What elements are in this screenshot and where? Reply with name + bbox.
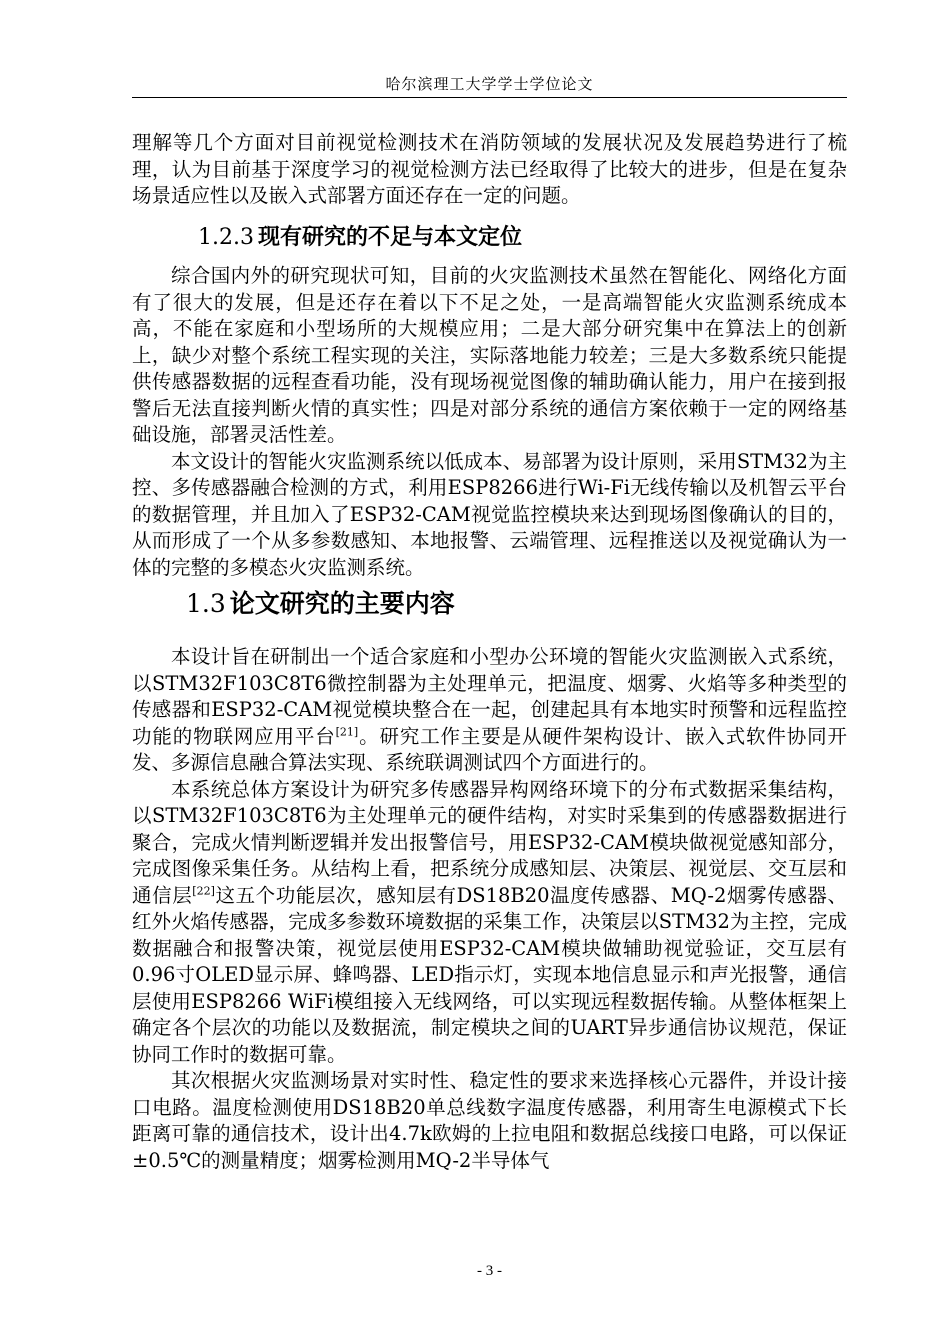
paragraph: 理解等几个方面对目前视觉检测技术在消防领域的发展状况及发展趋势进行了梳理，认为目前基于深度学习的视觉检测方法已经取得了比较大的进步，但是在复杂场景适应性以及嵌入式部署方面还存在一定的问题。 [132,131,847,207]
section-1-3-body [132,644,847,1174]
paragraph-text: 这五个功能层次，感知层有DS18B20温度传感器、MQ-2烟雾传感器、红外火焰传感器，完成多参数环境数据的采集工作，决策层以STM32为主控，完成数据融合和报警决策，视觉层使用ESP32-CAM模块做辅助视觉验证，交互层有0.96寸OLED显示屏、蜂鸣器、LED指示灯，实现本地信息显示和声光报警，通信层使用ESP8266 WiFi模组接入无线网络，可以实现远程数据传输。从整体框架上确定各个层次的功能以及数据流，制定模块之间的UART异步通信协议规范，保证协同工作时的数据可靠。 [132,883,847,1066]
intro-continuation-block [132,130,847,210]
section-heading-1-2-3 [198,220,522,251]
paragraph-text: 。研究工作主要是从硬件架构设计、嵌入式软件协同开发、多源信息融合算法实现、系统联调测试四个方面进行的。 [132,724,847,774]
paragraph-text: 本设计旨在研制出一个适合家庭和小型办公环境的智能火灾监测嵌入式系统，以STM32F103C8T6微控制器为主处理单元，把温度、烟雾、火焰等多种类型的传感器和ESP32-CAM视觉模块整合在一起，创建起具有本地实时预警和远程监控功能的物联网应用平台 [132,645,847,748]
paragraph [132,777,847,1069]
running-header: 哈尔滨理工大学学士学位论文 [385,75,594,93]
paragraph: 其次根据火灾监测场景对实时性、稳定性的要求来选择核心元器件，并设计接口电路。温度检测使用DS18B20单总线数字温度传感器，利用寄生电源模式下长距离可靠的通信技术，设计出4.7k欧姆的上拉电阻和数据总线接口电路，可以保证±0.5℃的测量精度；烟雾检测用MQ-2半导体气 [132,1069,847,1172]
paragraph: 本文设计的智能火灾监测系统以低成本、易部署为设计原则，采用STM32为主控、多传感器融合检测的方式，利用ESP8266进行Wi-Fi无线传输以及机智云平台的数据管理，并且加入了ESP32-CAM视觉监控模块来达到现场图像确认的目的，从而形成了一个从多参数感知、本地报警、云端管理、远程推送以及视觉确认为一体的完整的多模态火灾监测系统。 [132,449,847,579]
citation: [21] [335,725,359,738]
section-heading-1-3 [186,584,455,620]
section-number: 1.3 [186,589,226,618]
header-rule [132,97,847,98]
page-number: - 3 - [477,1263,502,1279]
section-1-2-3-body [132,263,847,581]
paragraph: 综合国内外的研究现状可知，目前的火灾监测技术虽然在智能化、网络化方面有了很大的发展，但是还存在着以下不足之处，一是高端智能火灾监测系统成本高，不能在家庭和小型场所的大规模应用；二是大部分研究集中在算法上的创新上，缺少对整个系统工程实现的关注，实际落地能力较差；三是大多数系统只能提供传感器数据的远程查看功能，没有现场视觉图像的辅助确认能力，用户在接到报警后无法直接判断火情的真实性；四是对部分系统的通信方案依赖于一定的网络基础设施，部署灵活性差。 [132,264,847,446]
section-title: 论文研究的主要内容 [229,589,455,618]
paragraph-text: 本系统总体方案设计为研究多传感器异构网络环境下的分布式数据采集结构，以STM32F103C8T6为主处理单元的硬件结构，对实时采集到的传感器数据进行聚合，完成火情判断逻辑并发出报警信号，用ESP32-CAM模块做视觉感知部分，完成图像采集任务。从结构上看，把系统分成感知层、决策层、视觉层、交互层和通信层 [132,777,847,907]
paragraph [132,644,847,777]
citation: [22] [192,884,215,897]
section-number: 1.2.3 [198,225,254,250]
section-title: 现有研究的不足与本文定位 [257,224,522,250]
